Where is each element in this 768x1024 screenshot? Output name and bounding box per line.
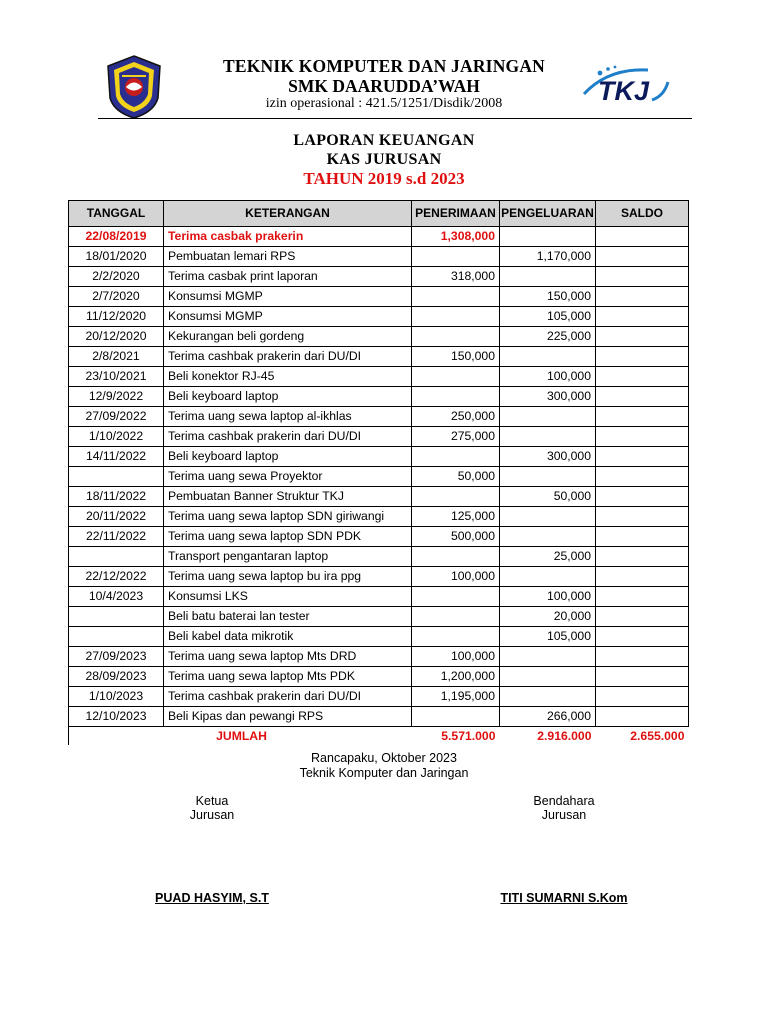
cell-date: 20/11/2022	[69, 507, 164, 527]
report-title: LAPORAN KEUANGAN	[293, 132, 475, 149]
table-row	[69, 467, 689, 487]
cell-saldo	[596, 367, 689, 387]
cell-penerimaan	[412, 707, 500, 727]
cell-saldo	[596, 307, 689, 327]
cell-date: 22/08/2019	[69, 227, 164, 247]
cell-saldo	[596, 707, 689, 727]
table-row	[69, 687, 689, 707]
table-row	[69, 507, 689, 527]
total-spacer	[69, 727, 164, 746]
cell-date: 22/12/2022	[69, 567, 164, 587]
right-role-line1: Bendahara	[533, 794, 595, 808]
cell-pengeluaran	[500, 227, 596, 247]
cell-pengeluaran: 1,170,000	[500, 247, 596, 267]
cell-pengeluaran	[500, 647, 596, 667]
table-row	[69, 347, 689, 367]
cell-saldo	[596, 227, 689, 247]
school-subtitle: SMK DAARUDDA’WAH	[288, 76, 480, 96]
cell-description: Beli Kipas dan pewangi RPS	[164, 707, 412, 727]
cell-penerimaan	[412, 387, 500, 407]
cell-saldo	[596, 507, 689, 527]
cell-description: Beli batu baterai lan tester	[164, 607, 412, 627]
cell-saldo	[596, 287, 689, 307]
report-year-range: TAHUN 2019 s.d 2023	[303, 169, 465, 188]
cell-saldo	[596, 327, 689, 347]
left-role-line1: Ketua	[195, 794, 229, 808]
cell-date: 28/09/2023	[69, 667, 164, 687]
cell-date: 14/11/2022	[69, 447, 164, 467]
cell-pengeluaran: 150,000	[500, 287, 596, 307]
cell-penerimaan: 50,000	[412, 467, 500, 487]
cell-description: Terima casbak print laporan	[164, 267, 412, 287]
cell-penerimaan: 1,308,000	[412, 227, 500, 247]
cell-pengeluaran: 50,000	[500, 487, 596, 507]
ledger-table	[68, 200, 689, 745]
place-date: Rancapaku, Oktober 2023	[311, 751, 457, 765]
table-row	[69, 527, 689, 547]
report-subtitle: KAS JURUSAN	[326, 151, 442, 168]
letterhead-divider	[98, 118, 692, 119]
cell-pengeluaran: 300,000	[500, 447, 596, 467]
cell-penerimaan	[412, 367, 500, 387]
school-name: TEKNIK KOMPUTER DAN JARINGAN	[222, 56, 546, 76]
cell-saldo	[596, 407, 689, 427]
signature-left-role	[152, 794, 272, 822]
cell-penerimaan: 100,000	[412, 647, 500, 667]
cell-description: Transport pengantaran laptop	[164, 547, 412, 567]
cell-pengeluaran	[500, 267, 596, 287]
table-row	[69, 607, 689, 627]
cell-pengeluaran: 300,000	[500, 387, 596, 407]
cell-saldo	[596, 247, 689, 267]
cell-date: 10/4/2023	[69, 587, 164, 607]
cell-date: 22/11/2022	[69, 527, 164, 547]
table-row	[69, 267, 689, 287]
cell-date: 2/7/2020	[69, 287, 164, 307]
cell-penerimaan	[412, 607, 500, 627]
right-role-line2: Jurusan	[541, 808, 587, 822]
cell-date	[69, 607, 164, 627]
table-row	[69, 427, 689, 447]
cell-penerimaan: 150,000	[412, 347, 500, 367]
cell-saldo	[596, 547, 689, 567]
cell-penerimaan	[412, 307, 500, 327]
cell-description: Pembuatan lemari RPS	[164, 247, 412, 267]
cell-saldo	[596, 627, 689, 647]
cell-pengeluaran: 266,000	[500, 707, 596, 727]
cell-description: Beli keyboard laptop	[164, 447, 412, 467]
cell-date: 12/10/2023	[69, 707, 164, 727]
cell-description: Terima uang sewa laptop SDN PDK	[164, 527, 412, 547]
cell-date	[69, 627, 164, 647]
cell-description: Terima uang sewa laptop SDN giriwangi	[164, 507, 412, 527]
column-header-saldo: SALDO	[596, 201, 689, 227]
cell-saldo	[596, 427, 689, 447]
signatory-right-name: TITI SUMARNI S.Kom	[500, 891, 628, 905]
cell-date: 18/11/2022	[69, 487, 164, 507]
cell-saldo	[596, 347, 689, 367]
table-row	[69, 627, 689, 647]
cell-penerimaan: 1,195,000	[412, 687, 500, 707]
cell-date: 18/01/2020	[69, 247, 164, 267]
cell-pengeluaran: 105,000	[500, 627, 596, 647]
cell-saldo	[596, 607, 689, 627]
cell-saldo	[596, 567, 689, 587]
ledger-body	[69, 227, 689, 727]
table-row	[69, 247, 689, 267]
cell-penerimaan: 275,000	[412, 427, 500, 447]
cell-description: Terima uang sewa laptop Mts PDK	[164, 667, 412, 687]
svg-text:TKJ: TKJ	[598, 76, 650, 106]
cell-saldo	[596, 647, 689, 667]
cell-penerimaan	[412, 447, 500, 467]
cell-date: 27/09/2023	[69, 647, 164, 667]
cell-pengeluaran: 100,000	[500, 367, 596, 387]
total-pengeluaran: 2.916.000	[500, 727, 596, 746]
cell-description: Terima cashbak prakerin dari DU/DI	[164, 687, 412, 707]
cell-description: Konsumsi LKS	[164, 587, 412, 607]
cell-pengeluaran	[500, 667, 596, 687]
table-row	[69, 487, 689, 507]
table-row	[69, 567, 689, 587]
cell-saldo	[596, 687, 689, 707]
cell-description: Konsumsi MGMP	[164, 287, 412, 307]
cell-penerimaan	[412, 327, 500, 347]
cell-description: Terima cashbak prakerin dari DU/DI	[164, 427, 412, 447]
total-penerimaan: 5.571.000	[412, 727, 500, 746]
cell-penerimaan: 100,000	[412, 567, 500, 587]
cell-date: 12/9/2022	[69, 387, 164, 407]
cell-description: Beli kabel data mikrotik	[164, 627, 412, 647]
cell-description: Pembuatan Banner Struktur TKJ	[164, 487, 412, 507]
total-label: JUMLAH	[164, 727, 412, 746]
cell-date	[69, 467, 164, 487]
cell-saldo	[596, 527, 689, 547]
signatory-left-name: PUAD HASYIM, S.T	[155, 891, 269, 905]
cell-penerimaan	[412, 287, 500, 307]
cell-description: Terima casbak prakerin	[164, 227, 412, 247]
total-row	[69, 727, 689, 746]
cell-pengeluaran: 25,000	[500, 547, 596, 567]
column-header-tanggal: TANGGAL	[69, 201, 164, 227]
cell-description: Terima uang sewa laptop al-ikhlas	[164, 407, 412, 427]
table-row	[69, 407, 689, 427]
cell-pengeluaran: 100,000	[500, 587, 596, 607]
cell-date: 20/12/2020	[69, 327, 164, 347]
operational-permit: izin operasional : 421.5/1251/Disdik/2008	[265, 96, 503, 111]
cell-penerimaan	[412, 587, 500, 607]
cell-date: 1/10/2022	[69, 427, 164, 447]
cell-penerimaan	[412, 247, 500, 267]
cell-penerimaan: 125,000	[412, 507, 500, 527]
cell-pengeluaran	[500, 527, 596, 547]
cell-date: 2/2/2020	[69, 267, 164, 287]
table-row	[69, 447, 689, 467]
total-saldo: 2.655.000	[596, 727, 689, 746]
cell-saldo	[596, 267, 689, 287]
cell-penerimaan: 318,000	[412, 267, 500, 287]
table-row	[69, 667, 689, 687]
cell-pengeluaran: 225,000	[500, 327, 596, 347]
cell-pengeluaran	[500, 467, 596, 487]
cell-description: Terima uang sewa laptop Mts DRD	[164, 647, 412, 667]
table-row	[69, 327, 689, 347]
table-row	[69, 547, 689, 567]
cell-date: 2/8/2021	[69, 347, 164, 367]
cell-description: Terima uang sewa laptop bu ira ppg	[164, 567, 412, 587]
cell-date: 23/10/2021	[69, 367, 164, 387]
cell-pengeluaran	[500, 507, 596, 527]
cell-penerimaan	[412, 547, 500, 567]
cell-penerimaan: 1,200,000	[412, 667, 500, 687]
table-row	[69, 587, 689, 607]
cell-pengeluaran	[500, 347, 596, 367]
cell-pengeluaran	[500, 407, 596, 427]
cell-penerimaan: 500,000	[412, 527, 500, 547]
cell-saldo	[596, 487, 689, 507]
cell-saldo	[596, 587, 689, 607]
column-header-keterangan: KETERANGAN	[164, 201, 412, 227]
cell-date: 1/10/2023	[69, 687, 164, 707]
cell-pengeluaran	[500, 687, 596, 707]
cell-description: Beli keyboard laptop	[164, 387, 412, 407]
cell-description: Konsumsi MGMP	[164, 307, 412, 327]
cell-description: Beli konektor RJ-45	[164, 367, 412, 387]
cell-pengeluaran	[500, 567, 596, 587]
table-row	[69, 647, 689, 667]
cell-penerimaan	[412, 487, 500, 507]
cell-saldo	[596, 667, 689, 687]
left-role-line2: Jurusan	[189, 808, 235, 822]
column-header-pengeluaran: PENGELUARAN	[500, 201, 596, 227]
table-row	[69, 387, 689, 407]
cell-penerimaan: 250,000	[412, 407, 500, 427]
cell-description: Terima uang sewa Proyektor	[164, 467, 412, 487]
cell-saldo	[596, 467, 689, 487]
ledger-header	[69, 201, 689, 227]
cell-pengeluaran	[500, 427, 596, 447]
cell-description: Kekurangan beli gordeng	[164, 327, 412, 347]
cell-date	[69, 547, 164, 567]
column-header-penerimaan: PENERIMAAN	[412, 201, 500, 227]
cell-saldo	[596, 387, 689, 407]
table-row	[69, 367, 689, 387]
cell-date: 27/09/2022	[69, 407, 164, 427]
table-row	[69, 307, 689, 327]
table-row	[69, 227, 689, 247]
cell-saldo	[596, 447, 689, 467]
cell-pengeluaran: 105,000	[500, 307, 596, 327]
letterhead	[0, 0, 768, 120]
table-row	[69, 287, 689, 307]
cell-pengeluaran: 20,000	[500, 607, 596, 627]
signature-right-role	[504, 794, 624, 822]
table-row	[69, 707, 689, 727]
cell-penerimaan	[412, 627, 500, 647]
cell-description: Terima cashbak prakerin dari DU/DI	[164, 347, 412, 367]
department-name: Teknik Komputer dan Jaringan	[299, 766, 469, 780]
tkj-logo-icon	[578, 60, 674, 108]
cell-date: 11/12/2020	[69, 307, 164, 327]
